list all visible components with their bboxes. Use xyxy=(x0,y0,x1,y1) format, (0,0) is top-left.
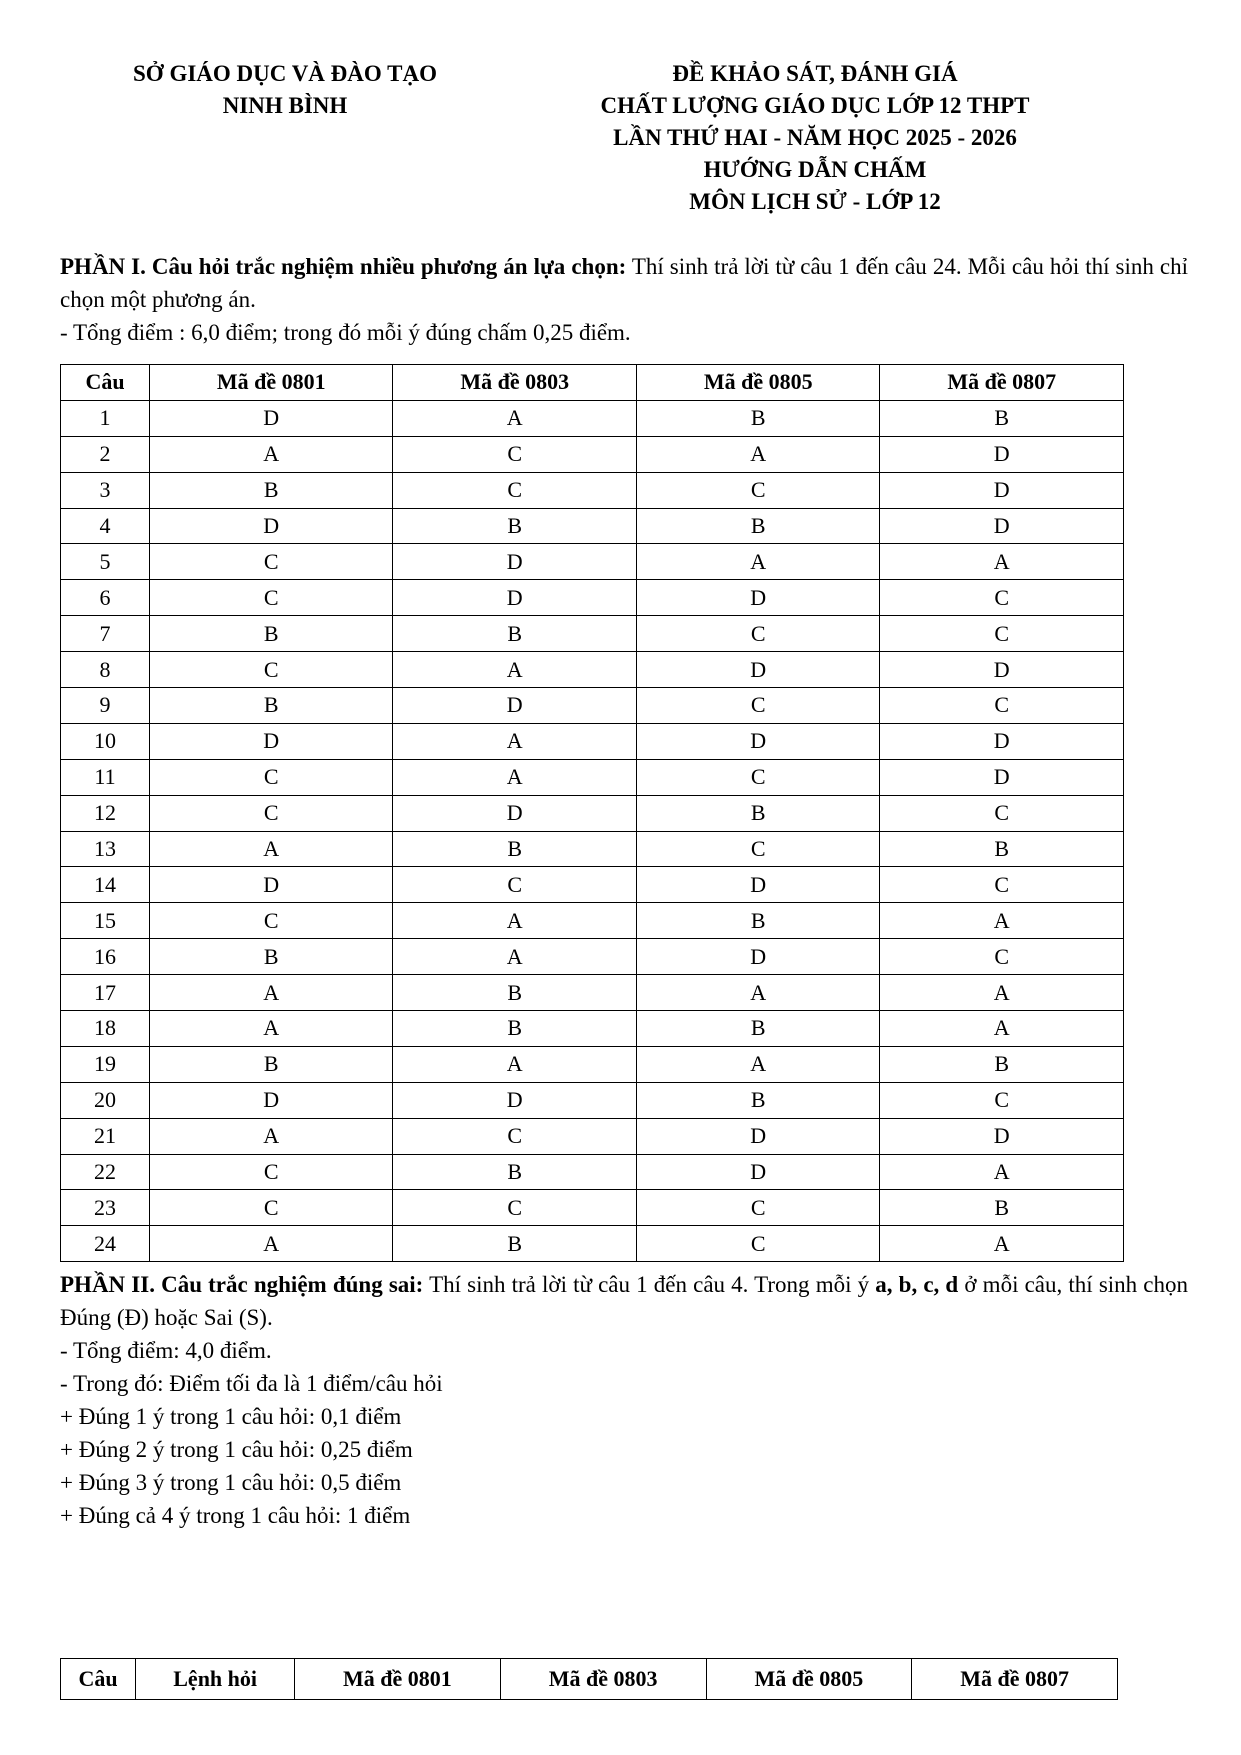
answer-cell: D xyxy=(636,939,879,975)
column-header: Mã đề 0801 xyxy=(295,1659,501,1700)
table-header-row xyxy=(61,365,1124,401)
answer-cell: B xyxy=(393,975,636,1011)
table-row xyxy=(61,795,1124,831)
table-row xyxy=(61,652,1124,688)
answer-cell: D xyxy=(880,723,1124,759)
answer-cell: A xyxy=(150,975,393,1011)
part2-line: + Đúng cả 4 ý trong 1 câu hỏi: 1 điểm xyxy=(60,1503,411,1528)
answer-cell: B xyxy=(880,1190,1124,1226)
exam-title: ĐỀ KHẢO SÁT, ĐÁNH GIÁ CHẤT LƯỢNG GIÁO DỤC LỚP 12 THPT LẦN THỨ HAI - NĂM HỌC 2025 - 2026 HƯỚNG DẪN CHẤM MÔN LỊCH SỬ - LỚP 12 xyxy=(600,61,1030,214)
part1-description: PHẦN I. Câu hỏi trắc nghiệm nhiều phương án lựa chọn: Thí sinh trả lời từ câu 1 đến câu 24. Mỗi câu hỏi thí sinh chỉ chọn một phương án. xyxy=(60,254,1188,312)
answer-cell: B xyxy=(636,1011,879,1047)
answer-cell: C xyxy=(636,688,879,724)
question-number-cell: 24 xyxy=(61,1226,150,1262)
question-number-cell: 16 xyxy=(61,939,150,975)
question-number-cell: 21 xyxy=(61,1118,150,1154)
answer-cell: C xyxy=(880,580,1124,616)
table-row xyxy=(61,688,1124,724)
answer-cell: B xyxy=(880,400,1124,436)
table-row xyxy=(61,1118,1124,1154)
question-number-cell: 12 xyxy=(61,795,150,831)
answer-cell: C xyxy=(636,472,879,508)
answer-cell: B xyxy=(636,508,879,544)
table-row xyxy=(61,903,1124,939)
answer-cell: B xyxy=(880,831,1124,867)
column-header: Mã đề 0803 xyxy=(500,1659,706,1700)
answer-cell: C xyxy=(880,1082,1124,1118)
table-row xyxy=(61,508,1124,544)
table-row xyxy=(61,1190,1124,1226)
column-header: Câu xyxy=(61,1659,136,1700)
answer-cell: D xyxy=(636,1154,879,1190)
answer-cell: B xyxy=(393,1154,636,1190)
answer-cell: B xyxy=(150,688,393,724)
answer-cell: D xyxy=(880,472,1124,508)
table-row xyxy=(61,975,1124,1011)
answer-cell: D xyxy=(150,508,393,544)
question-number-cell: 3 xyxy=(61,472,150,508)
table-row xyxy=(61,1082,1124,1118)
answer-cell: A xyxy=(150,436,393,472)
part1-score: - Tổng điểm : 6,0 điểm; trong đó mỗi ý đúng chấm 0,25 điểm. xyxy=(60,320,631,345)
answer-cell: B xyxy=(636,903,879,939)
part2-title: PHẦN II. Câu trắc nghiệm đúng sai: xyxy=(60,1272,424,1297)
answer-cell: B xyxy=(393,508,636,544)
answer-cell: A xyxy=(393,1046,636,1082)
answer-cell: D xyxy=(393,688,636,724)
answer-cell: C xyxy=(880,939,1124,975)
column-header: Mã đề 0807 xyxy=(912,1659,1118,1700)
question-number-cell: 1 xyxy=(61,400,150,436)
answer-cell: D xyxy=(393,1082,636,1118)
question-number-cell: 4 xyxy=(61,508,150,544)
answer-cell: C xyxy=(636,1226,879,1262)
answer-cell: A xyxy=(393,939,636,975)
answer-cell: A xyxy=(150,1118,393,1154)
column-header: Câu xyxy=(61,365,150,401)
question-number-cell: 13 xyxy=(61,831,150,867)
answer-cell: D xyxy=(636,580,879,616)
answer-cell: A xyxy=(393,723,636,759)
answer-cell: A xyxy=(636,544,879,580)
answer-cell: A xyxy=(150,1011,393,1047)
answer-cell: B xyxy=(150,472,393,508)
answer-cell: D xyxy=(150,1082,393,1118)
answer-cell: C xyxy=(636,616,879,652)
table-row xyxy=(61,436,1124,472)
answer-cell: D xyxy=(393,544,636,580)
table-row xyxy=(61,939,1124,975)
answer-cell: D xyxy=(150,400,393,436)
answer-cell: D xyxy=(880,436,1124,472)
question-number-cell: 7 xyxy=(61,616,150,652)
answer-cell: D xyxy=(880,759,1124,795)
answer-cell: D xyxy=(636,723,879,759)
table-row xyxy=(61,1046,1124,1082)
answer-cell: B xyxy=(636,400,879,436)
table-row xyxy=(61,1011,1124,1047)
table-row xyxy=(61,400,1124,436)
answer-cell: B xyxy=(150,1046,393,1082)
question-number-cell: 20 xyxy=(61,1082,150,1118)
answer-cell: B xyxy=(393,831,636,867)
answer-cell: D xyxy=(880,1118,1124,1154)
column-header: Mã đề 0803 xyxy=(393,365,636,401)
answer-cell: A xyxy=(636,1046,879,1082)
table-row xyxy=(61,544,1124,580)
answer-cell: D xyxy=(393,795,636,831)
column-header: Lệnh hỏi xyxy=(136,1659,295,1700)
answer-cell: C xyxy=(393,1118,636,1154)
answer-cell: D xyxy=(636,1118,879,1154)
part2-line: + Đúng 1 ý trong 1 câu hỏi: 0,1 điểm xyxy=(60,1404,402,1429)
part2-answer-table xyxy=(60,1658,1118,1700)
part2-description: PHẦN II. Câu trắc nghiệm đúng sai: Thí sinh trả lời từ câu 1 đến câu 4. Trong mỗi ý a, b, c, d ở mỗi câu, thí sinh chọn Đúng (Đ) hoặc Sai (S). xyxy=(60,1272,1189,1330)
answer-cell: C xyxy=(150,1190,393,1226)
answer-cell: C xyxy=(150,795,393,831)
answer-cell: C xyxy=(150,652,393,688)
table-row xyxy=(61,1154,1124,1190)
table-row xyxy=(61,472,1124,508)
question-number-cell: 8 xyxy=(61,652,150,688)
question-number-cell: 5 xyxy=(61,544,150,580)
question-number-cell: 10 xyxy=(61,723,150,759)
answer-cell: C xyxy=(636,1190,879,1226)
table-row xyxy=(61,1226,1124,1262)
column-header: Mã đề 0805 xyxy=(706,1659,912,1700)
answer-cell: B xyxy=(393,1226,636,1262)
answer-cell: B xyxy=(636,795,879,831)
answer-cell: C xyxy=(880,616,1124,652)
answer-cell: B xyxy=(150,616,393,652)
answer-cell: C xyxy=(393,1190,636,1226)
answer-cell: D xyxy=(880,652,1124,688)
answer-cell: B xyxy=(393,616,636,652)
answer-cell: A xyxy=(880,1226,1124,1262)
answer-cell: A xyxy=(393,400,636,436)
answer-cell: D xyxy=(880,508,1124,544)
question-number-cell: 18 xyxy=(61,1011,150,1047)
answer-cell: C xyxy=(150,759,393,795)
question-number-cell: 15 xyxy=(61,903,150,939)
part1-title: PHẦN I. Câu hỏi trắc nghiệm nhiều phương án lựa chọn: xyxy=(60,254,627,279)
answer-cell: D xyxy=(393,580,636,616)
answer-cell: C xyxy=(150,580,393,616)
table-row xyxy=(61,580,1124,616)
answer-cell: C xyxy=(393,436,636,472)
question-number-cell: 23 xyxy=(61,1190,150,1226)
answer-cell: C xyxy=(393,472,636,508)
question-number-cell: 17 xyxy=(61,975,150,1011)
answer-cell: B xyxy=(150,939,393,975)
part2-line: - Tổng điểm: 4,0 điểm. xyxy=(60,1338,272,1363)
answer-cell: A xyxy=(880,544,1124,580)
answer-cell: C xyxy=(880,688,1124,724)
question-number-cell: 14 xyxy=(61,867,150,903)
table-header-row xyxy=(61,1659,1118,1700)
table-row xyxy=(61,616,1124,652)
department-name: SỞ GIÁO DỤC VÀ ĐÀO TẠO NINH BÌNH xyxy=(133,61,437,118)
answer-cell: A xyxy=(393,652,636,688)
question-number-cell: 11 xyxy=(61,759,150,795)
answer-cell: C xyxy=(150,544,393,580)
answer-cell: C xyxy=(150,903,393,939)
answer-cell: B xyxy=(880,1046,1124,1082)
part1-instructions xyxy=(60,250,1188,349)
answer-cell: A xyxy=(150,1226,393,1262)
answer-cell: A xyxy=(636,975,879,1011)
answer-cell: D xyxy=(636,867,879,903)
question-number-cell: 2 xyxy=(61,436,150,472)
part2-line: - Trong đó: Điểm tối đa là 1 điểm/câu hỏi xyxy=(60,1371,443,1396)
answer-cell: D xyxy=(150,723,393,759)
answer-cell: C xyxy=(880,795,1124,831)
table-row xyxy=(61,723,1124,759)
answer-cell: C xyxy=(150,1154,393,1190)
table-row xyxy=(61,867,1124,903)
question-number-cell: 22 xyxy=(61,1154,150,1190)
answer-cell: D xyxy=(636,652,879,688)
question-number-cell: 19 xyxy=(61,1046,150,1082)
answer-cell: A xyxy=(880,903,1124,939)
answer-cell: C xyxy=(880,867,1124,903)
answer-cell: D xyxy=(150,867,393,903)
answer-cell: A xyxy=(880,975,1124,1011)
column-header: Mã đề 0801 xyxy=(150,365,393,401)
answer-cell: A xyxy=(880,1011,1124,1047)
answer-cell: A xyxy=(150,831,393,867)
answer-cell: C xyxy=(636,759,879,795)
table-row xyxy=(61,831,1124,867)
part2-instructions xyxy=(60,1268,1188,1532)
answer-cell: A xyxy=(636,436,879,472)
table-row xyxy=(61,759,1124,795)
part2-line: + Đúng 3 ý trong 1 câu hỏi: 0,5 điểm xyxy=(60,1470,402,1495)
answer-cell: A xyxy=(393,903,636,939)
answer-cell: A xyxy=(393,759,636,795)
answer-cell: B xyxy=(636,1082,879,1118)
column-header: Mã đề 0807 xyxy=(880,365,1124,401)
answer-cell: C xyxy=(393,867,636,903)
column-header: Mã đề 0805 xyxy=(636,365,879,401)
answer-cell: C xyxy=(636,831,879,867)
answer-cell: B xyxy=(393,1011,636,1047)
question-number-cell: 6 xyxy=(61,580,150,616)
answer-cell: A xyxy=(880,1154,1124,1190)
question-number-cell: 9 xyxy=(61,688,150,724)
part2-line: + Đúng 2 ý trong 1 câu hỏi: 0,25 điểm xyxy=(60,1437,413,1462)
part1-answer-table xyxy=(60,364,1124,1262)
